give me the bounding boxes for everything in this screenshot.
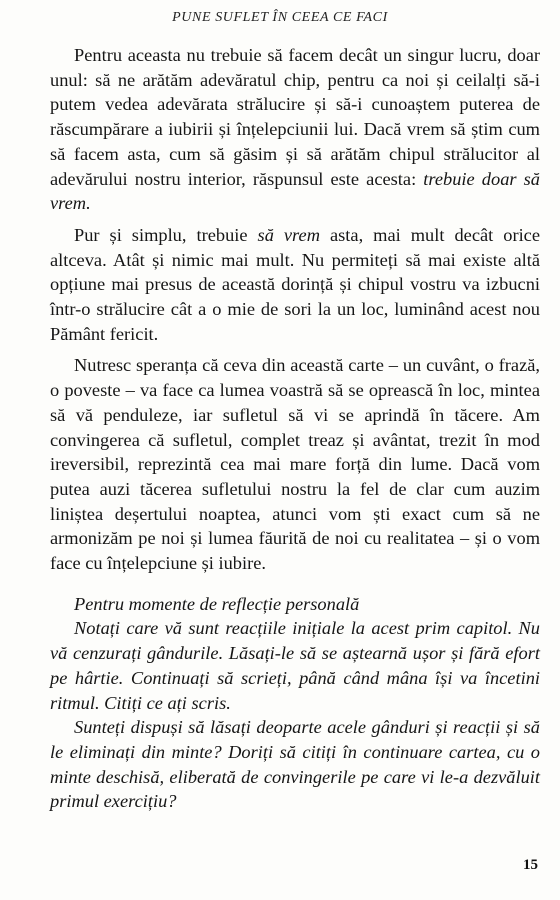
reflection-paragraph-2: Sunteți dispuși să lăsați deoparte acele gânduri și reacții și să le eliminați din minte? Doriți să citiți în continuare cartea, cu o minte deschisă, eliberată de convingerile pe care vi le-a dezvăluit primul exercițiu?: [50, 717, 540, 812]
paragraph-3: Nutresc speranța că ceva din această carte – un cuvânt, o frază, o poveste – va face ca lumea voastră să se oprească în loc, mintea să vă penduleze, iar sufletul să vi se aprindă în tăcere. Am convingerea că sufletul, complet treaz și avântat, trezit în mod ireversibil, reprezintă cea mai mare forță din lume. Dacă vom putea auzi tăcerea sufletului nostru la fel de clar cum auzim liniștea deșertului noaptea, atunci vom ști exact cum să ne armonizăm pe noi și lumea făurită de noi cu realitatea – și o vom face cu înțelepciune și iubire.: [50, 355, 540, 574]
running-head: PUNE SUFLET ÎN CEEA CE FACI: [172, 10, 388, 25]
paragraph-2: [50, 223, 540, 347]
body-text: [50, 43, 540, 814]
paragraph-2-text-end: asta, mai mult decât orice altceva. Atât și nimic mai mult. Nu permiteți să mai existe altă opțiune mai presus de această dorință și chipul vostru va izbucni într-o strălucire cât a o mie de sori la un loc, luminând acest nou Pământ fericit.: [50, 224, 541, 344]
reflection-heading: Pentru momente de reflecție personală: [74, 593, 360, 614]
reflection-paragraph-1: Notați care vă sunt reacțiile inițiale la acest prim capitol. Nu vă cenzurați gândurile. Lăsați-le să se aștearnă ușor și fără efort pe hârtie. Continuați să scrieți, până când mâna își va încetini ritmul. Citiți ce ați scris.: [50, 618, 540, 713]
page-number: 15: [523, 857, 538, 873]
paragraph-1: [50, 43, 540, 216]
paragraph-2-emphasis: să vrem: [257, 224, 320, 245]
paragraph-1-emphasis: trebuie doar să vrem.: [50, 168, 541, 214]
paragraph-1-text: Pentru aceasta nu trebuie să facem decât un singur lucru, doar unul: să ne arătăm adevăratul chip, pentru ca noi și ceilalți să-i putem vedea adevărata strălucire și să-i cunoaștem puterea de răscumpărare a iubirii și înțelepciunii lui. Dacă vrem să știm cum să facem asta, cum să găsim și să arătăm chipul strălucitor al adevărului nostru interior, răspunsul este acesta:: [50, 45, 540, 189]
paragraph-2-text-start: Pur și simplu, trebuie: [74, 224, 258, 245]
